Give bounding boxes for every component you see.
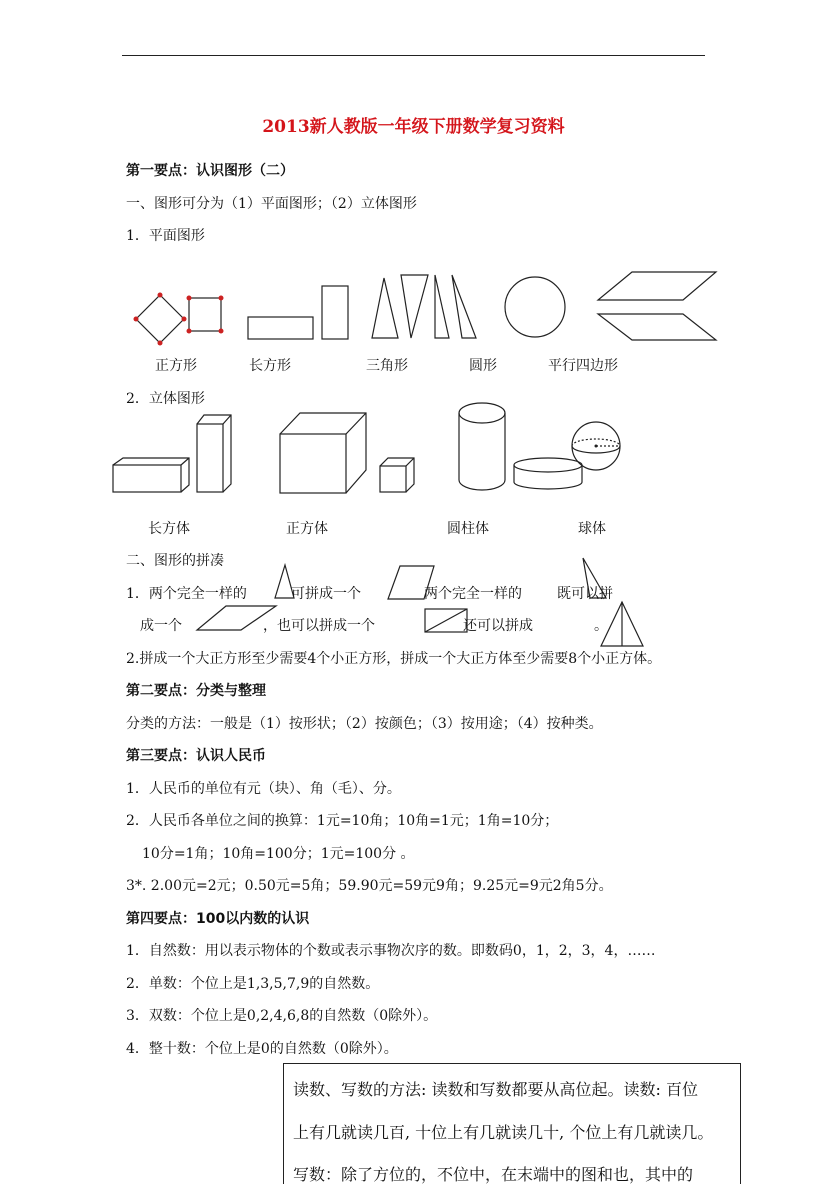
label-sphere: 球体 bbox=[578, 521, 606, 537]
label-cuboid: 长方体 bbox=[148, 521, 190, 537]
section-4-heading: 第四要点：100以内数的认识 bbox=[126, 911, 310, 927]
section-3-line-3: 10分=1角；10角=100分；1元=100分 。 bbox=[142, 846, 415, 862]
square-shape bbox=[187, 296, 224, 334]
combine-line-3: 2.拼成一个大正方形至少需要4个小正方形，拼成一个大正方体至少需要8个小正方体。 bbox=[126, 651, 662, 667]
box-line-2: 上有几就读几百, 十位上有几就读几十, 个位上有几就读几。 bbox=[293, 1123, 714, 1142]
triangle-shape-4 bbox=[452, 275, 476, 338]
combine-text-1a: 1．两个完全一样的 bbox=[126, 586, 247, 602]
section-4-line-1: 1．自然数：用以表示物体的个数或表示事物次序的数。即数码0，1，2，3，4，…… bbox=[126, 943, 656, 959]
section-2-text: 分类的方法：一般是（1）按形状；（2）按颜色；（3）按用途；（4）按种类。 bbox=[126, 716, 603, 732]
section-1-heading: 第一要点：认识图形（二） bbox=[126, 163, 294, 179]
solid-shapes-heading: 2．立体图形 bbox=[126, 391, 205, 407]
section-4-line-2: 2．单数：个位上是1,3,5,7,9的自然数。 bbox=[126, 976, 380, 992]
section-2-heading: 第二要点：分类与整理 bbox=[126, 683, 266, 699]
label-triangle: 三角形 bbox=[366, 358, 408, 374]
parallelogram-shape-2 bbox=[598, 314, 716, 340]
combine-text-2a: 成一个 bbox=[140, 618, 182, 634]
parallelogram-shape-1 bbox=[598, 272, 716, 300]
triangle-shape-2 bbox=[401, 275, 428, 338]
box-line-1: 读数、写数的方法: 读数和写数都要从高位起。读数: 百位 bbox=[293, 1080, 698, 1099]
cylinder-flat-shape bbox=[514, 458, 582, 489]
cuboid-flat-shape bbox=[113, 458, 189, 492]
combine-text-1c: 两个完全一样的 bbox=[424, 586, 522, 602]
section-1-intro: 一、图形可分为（1）平面图形；（2）立体图形 bbox=[126, 196, 417, 212]
combine-text-2d: 。 bbox=[594, 618, 608, 634]
box-line-3: 写数：除了方位的，不位中，在末端中的图和也，其中的 bbox=[293, 1165, 694, 1184]
label-square: 正方形 bbox=[155, 358, 197, 374]
triangle-shape-1 bbox=[372, 278, 398, 338]
label-circle: 圆形 bbox=[469, 358, 497, 374]
section-3-heading: 第三要点：认识人民币 bbox=[126, 748, 266, 764]
reading-writing-box bbox=[283, 1063, 741, 1184]
combine-text-2c: 还可以拼成 bbox=[463, 618, 533, 634]
section-3-line-4: 3*. 2.00元=2元；0.50元=5角；59.90元=59元9角；9.25元=9元2角5分。 bbox=[126, 878, 613, 894]
label-rectangle: 长方形 bbox=[249, 358, 291, 374]
label-parallelogram: 平行四边形 bbox=[548, 358, 618, 374]
triangle-shape-3 bbox=[435, 275, 449, 338]
square-diamond-shape bbox=[134, 293, 187, 346]
combine-heading: 二、图形的拼凑 bbox=[126, 553, 224, 569]
section-3-line-1: 1．人民币的单位有元（块）、角（毛）、分。 bbox=[126, 781, 401, 797]
cube-small-shape bbox=[380, 458, 414, 492]
cylinder-tall-shape bbox=[459, 403, 505, 490]
plane-shapes-heading: 1．平面图形 bbox=[126, 228, 205, 244]
combine-text-2b: ，也可以拼成一个 bbox=[263, 618, 375, 634]
combine-text-1d: 既可以拼 bbox=[557, 586, 613, 602]
rectangle-horizontal-shape bbox=[248, 317, 313, 339]
combine-text-1b: 可拼成一个 bbox=[291, 586, 361, 602]
section-4-line-4: 4．整十数：个位上是0的自然数（0除外）。 bbox=[126, 1041, 398, 1057]
circle-shape bbox=[505, 277, 565, 337]
cuboid-tall-shape bbox=[197, 415, 231, 492]
rectangle-result-icon bbox=[425, 609, 467, 632]
label-cylinder: 圆柱体 bbox=[447, 521, 489, 537]
section-3-line-2: 2．人民币各单位之间的换算：1元=10角；10角=1元；1角=10分； bbox=[126, 813, 559, 829]
section-4-line-3: 3．双数：个位上是0,2,4,6,8的自然数（0除外）。 bbox=[126, 1008, 438, 1024]
page-title: 2013新人教版一年级下册数学复习资料 bbox=[262, 117, 565, 137]
cube-large-shape bbox=[280, 413, 366, 493]
label-cube: 正方体 bbox=[286, 521, 328, 537]
rectangle-vertical-shape bbox=[322, 286, 348, 339]
sphere-shape bbox=[572, 422, 620, 470]
